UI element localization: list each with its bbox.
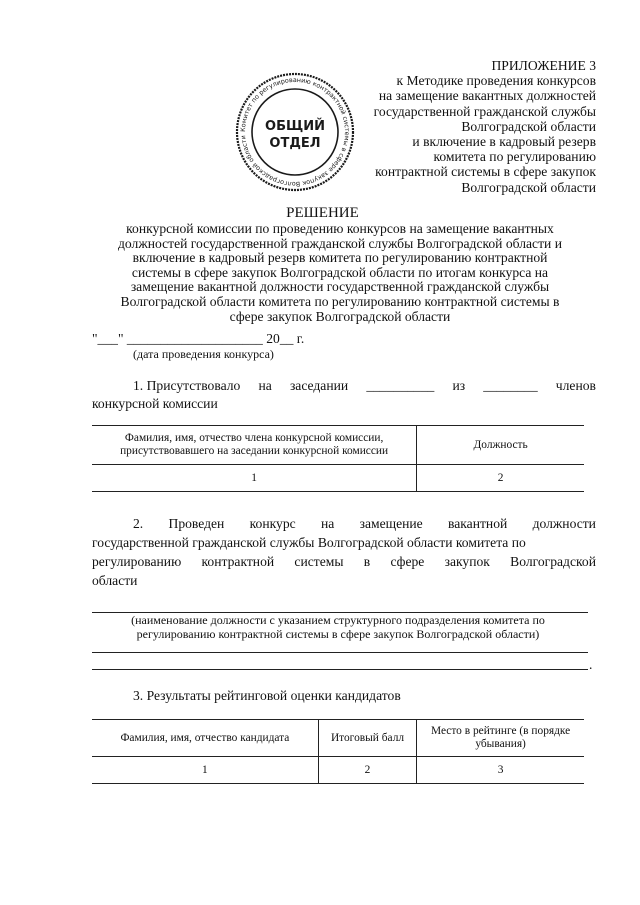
table-header-row (92, 426, 584, 465)
appendix-line: комитета по регулированию (433, 149, 596, 165)
section-1-word: 1. Присутствовало (133, 378, 241, 393)
subtitle-line: сфере закупок Волгоградской области (229, 308, 451, 324)
section-1-word: из (452, 378, 466, 393)
column-number: 3 (417, 757, 584, 784)
rating-place-header: Место в рейтинге (в порядке убывания) (417, 720, 584, 757)
appendix-line: Волгоградской области (461, 179, 596, 195)
section-1-blank: __________ (366, 378, 435, 393)
document-title: РЕШЕНИЕ (286, 205, 359, 221)
section-1-blank: ________ (483, 378, 538, 393)
section-2-word: Волгоградской (510, 554, 596, 569)
stamp-ring-text: Комитет по регулированию контрактной системы в сфере закупок Волгоградской области (238, 75, 352, 189)
section-2-word: Проведен (168, 516, 225, 531)
column-number: 1 (92, 757, 318, 784)
blank-line (92, 652, 588, 653)
section-2-word: в (363, 554, 371, 569)
section-2-word: замещение (359, 516, 423, 531)
column-number: 2 (318, 757, 416, 784)
section-2-word: закупок (444, 554, 490, 569)
subtitle-line: конкурсной комиссии по проведению конкурсов на замещение вакантных (126, 221, 554, 236)
commission-members-table (92, 425, 584, 492)
office-stamp (230, 70, 360, 195)
subtitle-line: Волгоградской области комитета по регулированию контрактной системы в (120, 293, 560, 309)
stamp-line-2: ОТДЕЛ (269, 136, 321, 151)
section-2-word: должности (532, 516, 596, 531)
section-2-line-2: государственной гражданской службы Волгоградской области комитета по (92, 535, 526, 550)
table-header-row (92, 720, 584, 757)
document-subtitle (80, 222, 600, 324)
section-2-word: конкурс (249, 516, 296, 531)
table-row (92, 465, 584, 492)
section-2-word: вакантной (448, 516, 508, 531)
candidate-name-header: Фамилия, имя, отчество кандидата (92, 720, 318, 757)
appendix-line: на замещение вакантных должностей (378, 88, 596, 104)
blank-line (92, 669, 588, 670)
section-3-heading: 3. Результаты рейтинговой оценки кандидатов (133, 688, 401, 703)
member-position-header: Должность (417, 426, 584, 465)
section-2-word: контрактной (201, 554, 275, 569)
appendix-line: ПРИЛОЖЕНИЕ 3 (491, 58, 596, 73)
stamp-line-1: ОБЩИЙ (265, 119, 325, 134)
section-2-word: регулированию (92, 554, 182, 569)
table-row (92, 757, 584, 784)
column-number: 1 (92, 465, 417, 492)
section-1-word: на (258, 378, 272, 393)
appendix-line: к Методике проведения конкурсов (396, 73, 596, 89)
section-2-word: на (320, 516, 335, 531)
column-number: 2 (417, 465, 584, 492)
subtitle-line: системы в сфере закупок Волгоградской области по итогам конкурса на (131, 264, 549, 280)
section-1-word: членов (555, 378, 596, 393)
section-1-word: заседании (289, 378, 349, 393)
section-1-text (92, 377, 596, 413)
subtitle-line: должностей государственной гражданской службы Волгоградской области и (118, 235, 562, 251)
section-2-text (92, 514, 596, 590)
subtitle-line: включение в кадровый резерв комитета по регулированию контрактной (132, 250, 548, 266)
caption-line: регулированию контрактной системы в сфере закупок Волгоградской области) (136, 627, 540, 641)
position-name-caption (92, 613, 584, 641)
section-1-line-2: конкурсной комиссии (92, 396, 218, 411)
candidate-rating-table (92, 719, 584, 784)
member-name-header: Фамилия, имя, отчество члена конкурсной комиссии, присутствовавшего на заседании конкурсной комиссии (92, 426, 417, 465)
subtitle-line: замещение вакантной должности государственной гражданской службы (130, 279, 550, 295)
appendix-line: государственной гражданской службы (373, 103, 596, 119)
end-period: . (589, 657, 593, 672)
total-score-header: Итоговый балл (318, 720, 416, 757)
caption-line: (наименование должности с указанием структурного подразделения комитета по (131, 613, 545, 627)
meeting-date-caption: (дата проведения конкурса) (133, 347, 274, 361)
section-2-line-4: области (92, 573, 138, 588)
section-2-word: 2. (133, 516, 144, 531)
appendix-line: контрактной системы в сфере закупок (375, 164, 596, 180)
meeting-date-line: "___" ____________________ 20__ г. (92, 331, 305, 346)
section-2-word: системы (294, 554, 344, 569)
appendix-line: Волгоградской области (461, 118, 596, 134)
appendix-line: и включение в кадровый резерв (412, 134, 596, 150)
section-2-word: сфере (390, 554, 425, 569)
